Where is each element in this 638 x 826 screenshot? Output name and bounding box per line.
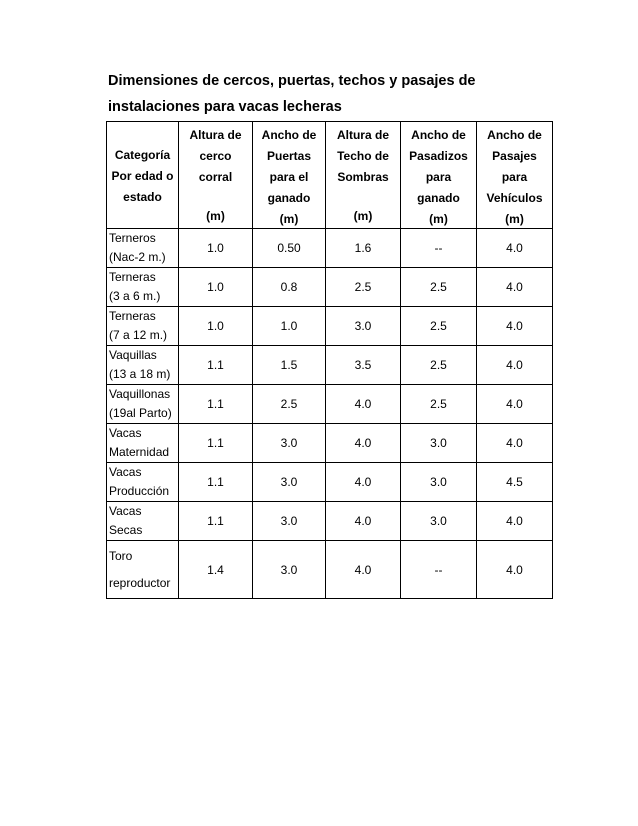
table-row xyxy=(107,268,553,307)
category-line: reproductor xyxy=(109,575,171,590)
value-cell: 4.0 xyxy=(477,541,553,599)
value-cell: 1.0 xyxy=(253,307,326,346)
header-line: Ancho de xyxy=(487,128,542,142)
value-cell: 4.0 xyxy=(477,268,553,307)
header-line: corral xyxy=(198,170,233,184)
value-cell: 4.5 xyxy=(477,463,553,502)
header-line xyxy=(107,208,178,228)
category-line: Terneras xyxy=(109,309,156,323)
value-cell: 3.0 xyxy=(253,424,326,463)
value-cell: 4.0 xyxy=(477,307,553,346)
value-cell: 3.5 xyxy=(326,346,401,385)
category-cell xyxy=(107,463,179,502)
value-cell: 3.0 xyxy=(401,424,477,463)
value-cell: 2.5 xyxy=(401,268,477,307)
category-cell xyxy=(107,307,179,346)
value-cell: 3.0 xyxy=(401,463,477,502)
category-cell xyxy=(107,346,179,385)
value-cell: 4.0 xyxy=(477,346,553,385)
category-cell xyxy=(107,424,179,463)
value-cell: 3.0 xyxy=(253,502,326,541)
value-cell: 3.0 xyxy=(401,502,477,541)
table-row xyxy=(107,541,553,599)
table-row xyxy=(107,502,553,541)
header-line: (m) xyxy=(353,209,373,223)
header-cell-1 xyxy=(179,122,253,229)
header-line xyxy=(107,125,178,145)
table-header-row xyxy=(107,122,553,229)
header-line: Altura de xyxy=(336,128,389,142)
header-line: Pasajes xyxy=(492,149,537,163)
value-cell: 1.0 xyxy=(179,307,253,346)
category-line: Vaquillas xyxy=(109,348,157,362)
header-line: ganado xyxy=(267,191,311,205)
category-line: Vaquillonas xyxy=(109,387,171,401)
category-line: Vacas xyxy=(109,426,142,440)
dimensions-table xyxy=(106,121,553,599)
value-cell: 4.0 xyxy=(326,424,401,463)
table-row xyxy=(107,307,553,346)
header-line: Puertas xyxy=(266,149,312,163)
header-line: Sombras xyxy=(337,170,389,184)
header-line: cerco xyxy=(199,149,232,163)
header-line: para xyxy=(425,170,452,184)
value-cell: 3.0 xyxy=(253,541,326,599)
value-cell: 0.8 xyxy=(253,268,326,307)
value-cell: -- xyxy=(401,541,477,599)
value-cell: 1.1 xyxy=(179,463,253,502)
table-row xyxy=(107,424,553,463)
header-line: Altura de xyxy=(189,128,242,142)
table-body xyxy=(107,229,553,599)
value-cell: 2.5 xyxy=(326,268,401,307)
header-line: Ancho de xyxy=(411,128,466,142)
header-line: (m) xyxy=(429,212,448,226)
category-line: Secas xyxy=(109,523,143,537)
category-line: Vacas xyxy=(109,465,142,479)
header-cell-category xyxy=(107,122,179,229)
header-line: Vehículos xyxy=(486,191,543,205)
value-cell: 4.0 xyxy=(326,385,401,424)
category-line: (13 a 18 m) xyxy=(109,367,171,381)
value-cell: 4.0 xyxy=(326,502,401,541)
header-line: Por edad o xyxy=(111,168,174,183)
value-cell: 4.0 xyxy=(477,229,553,268)
document-title: Dimensiones de cercos, puertas, techos y pasajes de instalaciones para vacas lecheras xyxy=(108,73,476,115)
header-line: estado xyxy=(123,189,162,204)
value-cell: 1.5 xyxy=(253,346,326,385)
value-cell: 2.5 xyxy=(253,385,326,424)
header-cell-3 xyxy=(326,122,401,229)
value-cell: -- xyxy=(401,229,477,268)
table-row xyxy=(107,463,553,502)
category-line: Producción xyxy=(109,484,170,498)
value-cell: 2.5 xyxy=(401,346,477,385)
value-cell: 0.50 xyxy=(253,229,326,268)
value-cell: 3.0 xyxy=(326,307,401,346)
category-line: (7 a 12 m.) xyxy=(109,328,168,342)
header-cell-4 xyxy=(401,122,477,229)
header-line: para el xyxy=(269,170,309,184)
value-cell: 1.0 xyxy=(179,229,253,268)
table-row xyxy=(107,346,553,385)
category-line: Maternidad xyxy=(109,445,170,459)
header-cell-2 xyxy=(253,122,326,229)
value-cell: 2.5 xyxy=(401,385,477,424)
category-cell xyxy=(107,502,179,541)
header-line: ganado xyxy=(417,191,460,205)
value-cell: 4.0 xyxy=(477,385,553,424)
category-cell xyxy=(107,541,179,599)
header-line xyxy=(179,188,252,206)
value-cell: 4.0 xyxy=(477,424,553,463)
value-cell: 4.0 xyxy=(477,502,553,541)
category-line: (19al Parto) xyxy=(109,406,172,420)
value-cell: 2.5 xyxy=(401,307,477,346)
value-cell: 1.4 xyxy=(179,541,253,599)
header-line: (m) xyxy=(279,212,299,226)
category-line: Toro xyxy=(109,548,133,563)
category-line: (Nac-2 m.) xyxy=(109,250,166,264)
category-cell xyxy=(107,268,179,307)
value-cell: 4.0 xyxy=(326,541,401,599)
header-line: Categoría xyxy=(114,147,171,162)
category-line: Terneros xyxy=(109,231,156,245)
value-cell: 4.0 xyxy=(326,463,401,502)
header-line: Ancho de xyxy=(261,128,317,142)
table-row xyxy=(107,229,553,268)
value-cell: 1.1 xyxy=(179,385,253,424)
value-cell: 1.1 xyxy=(179,424,253,463)
category-cell xyxy=(107,229,179,268)
category-line: (3 a 6 m.) xyxy=(109,289,161,303)
header-line: (m) xyxy=(206,209,225,223)
category-cell xyxy=(107,385,179,424)
value-cell: 1.6 xyxy=(326,229,401,268)
value-cell: 1.1 xyxy=(179,502,253,541)
header-line: Techo de xyxy=(337,149,389,163)
header-line xyxy=(326,188,400,206)
category-line: Terneras xyxy=(109,270,156,284)
value-cell: 1.1 xyxy=(179,346,253,385)
table-row xyxy=(107,385,553,424)
header-line: para xyxy=(501,170,528,184)
header-cell-5 xyxy=(477,122,553,229)
value-cell: 1.0 xyxy=(179,268,253,307)
header-line: (m) xyxy=(505,212,524,226)
category-line: Vacas xyxy=(109,504,142,518)
value-cell: 3.0 xyxy=(253,463,326,502)
header-line: Pasadizos xyxy=(409,149,468,163)
